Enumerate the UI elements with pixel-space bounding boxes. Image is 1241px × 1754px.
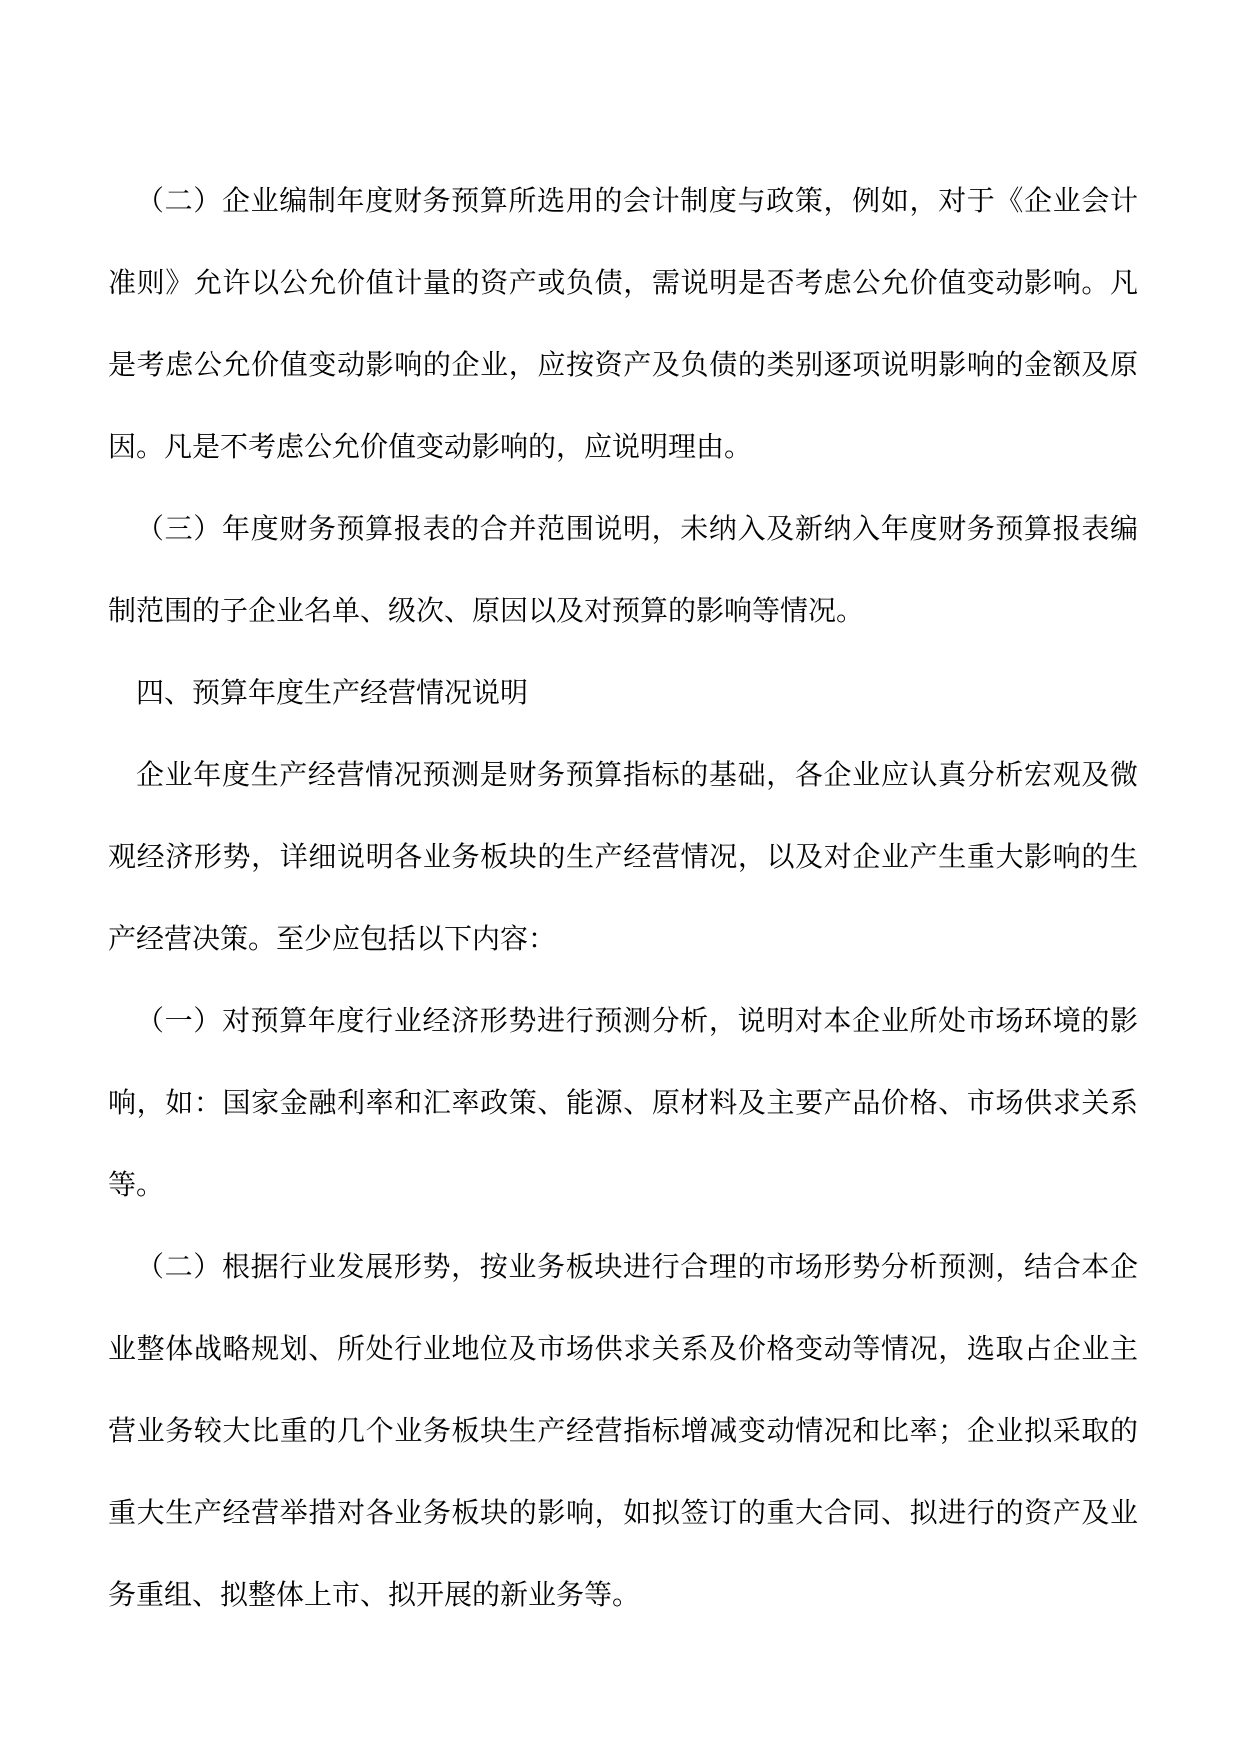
paragraph-business-segments: （二）根据行业发展形势，按业务板块进行合理的市场形势分析预测，结合本企业整体战略规划、所处行业地位及市场供求关系及价格变动等情况，选取占企业主营业务较大比重的几个业务板块生产经营指标增减变动情况和比率；企业拟采取的重大生产经营举措对各业务板块的影响，如拟签订的重大合同、拟进行的资产及业务重组、拟整体上市、拟开展的新业务等。	[108, 1250, 1138, 1611]
paragraph-accounting-policy: （二）企业编制年度财务预算所选用的会计制度与政策，例如，对于《企业会计准则》允许以公允价值计量的资产或负债，需说明是否考虑公允价值变动影响。凡是考虑公允价值变动影响的企业，应按资产及负债的类别逐项说明影响的金额及原因。凡是不考虑公允价值变动影响的，应说明理由。	[108, 184, 1138, 463]
section-heading-four: 四、预算年度生产经营情况说明	[136, 676, 529, 709]
paragraph-consolidation-scope: （三）年度财务预算报表的合并范围说明，未纳入及新纳入年度财务预算报表编制范围的子企业名单、级次、原因以及对预算的影响等情况。	[108, 512, 1138, 627]
document-page	[108, 160, 1138, 1636]
paragraph-industry-analysis: （一）对预算年度行业经济形势进行预测分析，说明对本企业所处市场环境的影响，如：国家金融利率和汇率政策、能源、原材料及主要产品价格、市场供求关系等。	[108, 1004, 1138, 1201]
paragraph-operations-forecast: 企业年度生产经营情况预测是财务预算指标的基础，各企业应认真分析宏观及微观经济形势，详细说明各业务板块的生产经营情况，以及对企业产生重大影响的生产经营决策。至少应包括以下内容：	[108, 758, 1138, 955]
